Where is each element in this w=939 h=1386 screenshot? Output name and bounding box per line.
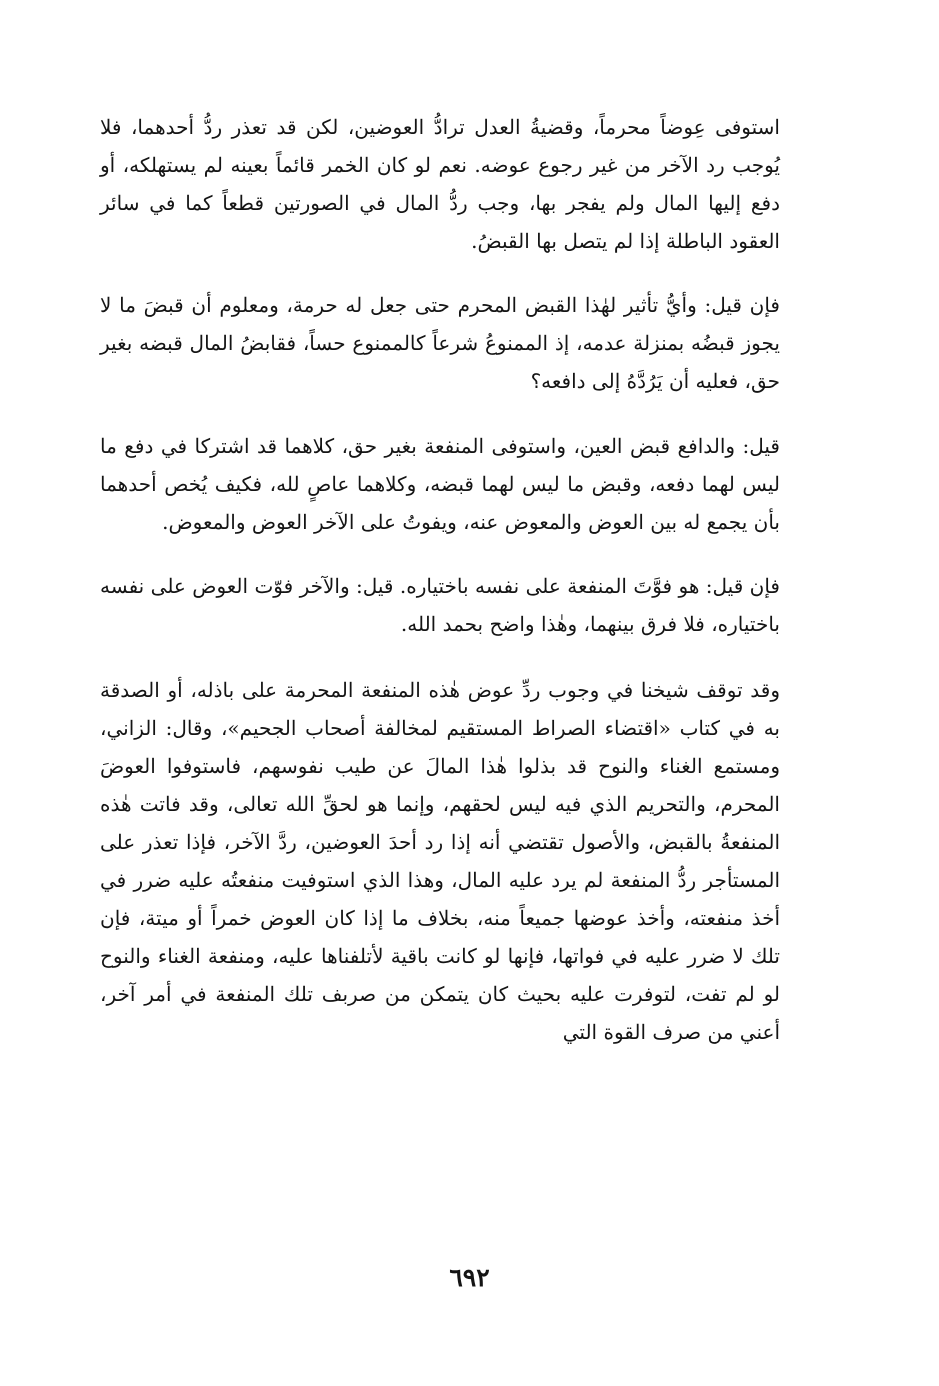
paragraph-2: فإن قيل: وأيُّ تأثير لهٰذا القبض المحرم حتى جعل له حرمة، ومعلوم أن قبضَ ما لا يجوز قبضُه بمنزلة عدمه، إذ الممنوعُ شرعاً كالممنوع حساً، فقابضُ المال قبضه بغير حق، فعليه أن يَرُدَّهُ إلى دافعه؟: [100, 293, 780, 393]
paragraph-4: فإن قيل: هو فوَّتَ المنفعة على نفسه باختياره. قيل: والآخر فوّت العوض على نفسه باختياره، فلا فرق بينهما، وهٰذا واضح بحمد الله.: [100, 574, 780, 636]
paragraph-1: استوفى عِوضاً محرماً، وقضيةُ العدل ترادُّ العوضين، لكن قد تعذر ردُّ أحدهما، فلا يُوجب رد الآخر من غير رجوع عوضه. نعم لو كان الخمر قائماً بعينه لم يستهلكه، أو دفع إليها المال ولم يفجر بها، وجب ردُّ المال في الصورتين قطعاً كما في سائر العقود الباطلة إذا لم يتصل بها القبضُ.: [100, 115, 780, 253]
paragraph-3: قيل: والدافع قبض العين، واستوفى المنفعة بغير حق، كلاهما قد اشتركا في دفع ما ليس لهما دفعه، وقبض ما ليس لهما قبضه، وكلاهما عاصٍ لله، فكيف يُخص أحدهما بأن يجمع له بين العوض والمعوض عنه، ويفوتُ على الآخر العوض والمعوض.: [100, 434, 780, 534]
paragraph-5: وقد توقف شيخنا في وجوب ردِّ عوض هٰذه المنفعة المحرمة على باذله، أو الصدقة به في كتاب «اقتضاء الصراط المستقيم لمخالفة أصحاب الجحيم»، وقال: الزاني، ومستمع الغناء والنوح قد بذلوا هٰذا المالَ عن طيب نفوسهم، فاستوفوا العوضَ المحرم، والتحريم الذي فيه ليس لحقهم، وإنما هو لحقِّ الله تعالى، وقد فاتت هٰذه المنفعةُ بالقبض، والأصول تقتضي أنه إذا رد أحدَ العوضين، ردَّ الآخر، فإذا تعذر على المستأجر ردُّ المنفعة لم يرد عليه المال، وهذا الذي استوفيت منفعتُه عليه ضرر في أخذ منفعته، وأخذ عوضها جميعاً منه، بخلاف ما إذا كان العوض خمراً أو ميتة، فإن تلك لا ضرر عليه في فواتها، فإنها لو كانت باقية لأتلفناها عليه، ومنفعة الغناء والنوح لو لم تفت، لتوفرت عليه بحيث كان يتمكن من صربف تلك المنفعة في أمر آخر، أعني من صرف القوة التي: [100, 678, 781, 1044]
page-number: ٦٩٢: [449, 1263, 490, 1292]
page-body: [100, 108, 780, 1051]
